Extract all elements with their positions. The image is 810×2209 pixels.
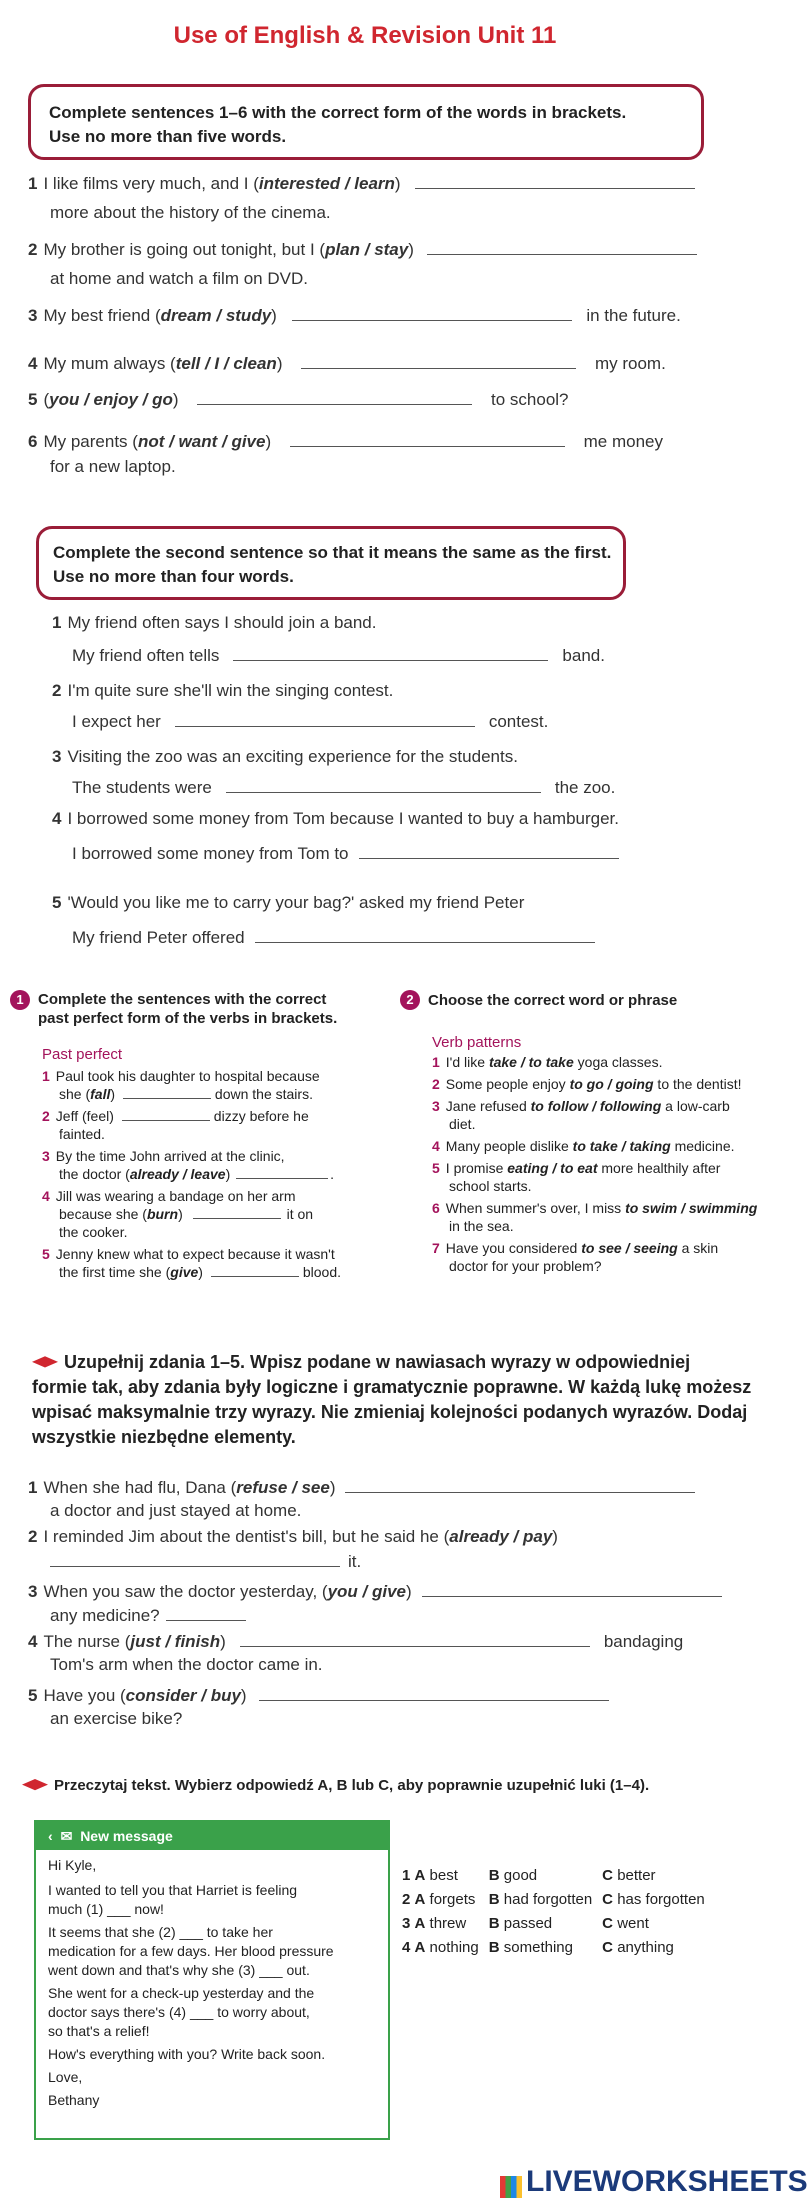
list-item-continuation: a doctor and just stayed at home. — [50, 1501, 302, 1520]
choice-options[interactable]: to follow / following — [530, 1098, 662, 1114]
ex3-instruction-line2: past perfect form of the verbs in brackets. — [38, 1010, 338, 1027]
list-item: 3 My best friend (dream / study) in the future. — [28, 306, 681, 325]
list-item: 3 When you saw the doctor yesterday, (you / give) — [28, 1580, 798, 1604]
option-row: 2 A forgets B had forgotten C has forgotten — [402, 1891, 705, 1908]
option-b[interactable]: good — [503, 1867, 538, 1884]
answer-blank[interactable] — [50, 1550, 340, 1567]
list-item-continuation: at home and watch a film on DVD. — [50, 269, 308, 288]
answer-blank[interactable] — [197, 388, 472, 405]
list-item: 5 Jenny knew what to expect because it wasn't the first time she (give) blood. — [42, 1246, 341, 1280]
list-item: 1 Paul took his daughter to hospital because she (fall) down the stairs. — [42, 1068, 320, 1102]
list-item: 2 Some people enjoy to go / going to the dentist! — [432, 1076, 742, 1092]
answer-blank[interactable] — [422, 1580, 722, 1597]
answer-blank[interactable] — [123, 1086, 211, 1099]
message-card — [34, 1820, 390, 2140]
option-c[interactable]: anything — [617, 1939, 674, 1956]
list-item: 6 My parents (not / want / give) me money — [28, 432, 663, 451]
envelope-icon: ✉ — [60, 1828, 73, 1844]
message-header: ‹ ✉ New message — [36, 1822, 388, 1850]
list-item-rewrite: My friend often tells band. — [72, 646, 605, 665]
list-item: 2 I reminded Jim about the dentist's bill, but he said he (already / pay) — [28, 1527, 558, 1546]
ex2-list — [52, 612, 752, 956]
option-row: 4 A nothing B something C anything — [402, 1939, 674, 1956]
list-item-rewrite: I borrowed some money from Tom to — [52, 842, 752, 892]
list-item-continuation: an exercise bike? — [50, 1709, 183, 1728]
list-item: 4 The nurse (just / finish) bandaging — [28, 1632, 684, 1651]
back-arrow-icon[interactable]: ‹ — [48, 1828, 53, 1844]
ex1-instruction-line2: Use no more than five words. — [49, 127, 287, 146]
list-item-rewrite: I expect her contest. — [72, 712, 549, 731]
list-item: 2 Jeff (feel) dizzy before he fainted. — [42, 1108, 309, 1142]
ex4-number-badge: 2 — [400, 990, 420, 1010]
list-item-continuation: more about the history of the cinema. — [50, 203, 331, 222]
choice-options[interactable]: eating / to eat — [507, 1160, 598, 1176]
option-a[interactable]: forgets — [429, 1891, 476, 1908]
ex1-instruction-line1: Complete sentences 1–6 with the correct form of the words in brackets. — [49, 103, 627, 122]
list-item: 4 My mum always (tell / I / clean) my room. — [28, 354, 666, 373]
list-item-continuation: for a new laptop. — [50, 457, 176, 476]
choice-options[interactable]: to take / taking — [572, 1138, 671, 1154]
list-item: 1 When she had flu, Dana (refuse / see) — [28, 1476, 798, 1500]
brand-logo: LIVEWORKSHEETS — [500, 2165, 808, 2199]
list-item: 5 I promise eating / to eat more healthily after school starts. — [432, 1160, 721, 1194]
answer-blank[interactable] — [122, 1108, 210, 1121]
list-item-rewrite: My friend Peter offered — [52, 926, 752, 956]
choice-options[interactable]: take / to take — [488, 1054, 574, 1070]
ex3-column — [10, 990, 390, 1281]
option-b[interactable]: something — [503, 1939, 573, 1956]
ex5-list — [28, 1476, 798, 1732]
message-body: Hi Kyle, I wanted to tell you that Harriet is feeling much (1) ___ now! It seems that she (2) ___ to take her medication for a few days. Her blood pressure went down and that's why she (3) ___ out. She went for a check-up yesterday and the doctor says there's (4) ___ to worry about, so that's a relief! How's everything with you? Write back soon. Love, Bethany — [48, 1857, 334, 2108]
ex3-instruction-line1: Complete the sentences with the correct — [38, 991, 327, 1008]
option-a[interactable]: best — [429, 1867, 458, 1884]
option-b[interactable]: had forgotten — [503, 1891, 593, 1908]
answer-blank[interactable] — [175, 710, 475, 727]
ex4-instruction: Choose the correct word or phrase — [428, 991, 678, 1009]
ex1-instruction-box — [28, 84, 704, 160]
list-item: 2 I'm quite sure she'll win the singing contest. — [52, 681, 394, 700]
list-item: 3 Jane refused to follow / following a low-carb diet. — [432, 1098, 730, 1132]
list-item-continuation: any medicine? — [28, 1604, 798, 1630]
options-table — [402, 1864, 715, 1960]
list-item: 3 By the time John arrived at the clinic, the doctor (already / leave) . — [42, 1148, 335, 1182]
answer-blank[interactable] — [211, 1264, 299, 1277]
list-item: 5 (you / enjoy / go) to school? — [28, 390, 569, 409]
list-item: 3 Visiting the zoo was an exciting experience for the students. — [52, 747, 518, 766]
graduation-cap-icon — [22, 1779, 48, 1793]
list-item-continuation: it. — [28, 1550, 798, 1580]
page-title: Use of English & Revision Unit 11 — [173, 22, 557, 49]
list-item: 4 I borrowed some money from Tom because I wanted to buy a hamburger. — [52, 809, 619, 828]
option-c[interactable]: went — [617, 1915, 649, 1932]
answer-blank[interactable] — [255, 926, 595, 943]
ex1-list — [28, 172, 748, 482]
ex4-subtitle: Verb patterns — [432, 1034, 522, 1051]
answer-blank[interactable] — [240, 1630, 590, 1647]
option-c[interactable]: better — [617, 1867, 656, 1884]
list-item: 2 My brother is going out tonight, but I (plan / stay) — [28, 238, 748, 268]
ex2-instruction-line2: Use no more than four words. — [53, 567, 294, 586]
answer-blank[interactable] — [290, 430, 565, 447]
answer-blank[interactable] — [226, 776, 541, 793]
option-row: 3 A threw B passed C went — [402, 1915, 649, 1932]
list-item: 5 'Would you like me to carry your bag?' asked my friend Peter — [52, 893, 525, 912]
list-item: 1 My friend often says I should join a band. — [52, 613, 377, 632]
graduation-cap-icon — [32, 1356, 58, 1370]
option-c[interactable]: has forgotten — [617, 1891, 705, 1908]
answer-blank[interactable] — [359, 842, 619, 859]
ex2-instruction-line1: Complete the second sentence so that it means the same as the first. — [53, 543, 612, 562]
list-item: 4 Jill was wearing a bandage on her arm because she (burn) it on the cooker. — [42, 1188, 314, 1240]
list-item-continuation: Tom's arm when the doctor came in. — [50, 1655, 323, 1674]
answer-blank[interactable] — [259, 1684, 609, 1701]
answer-blank[interactable] — [292, 304, 572, 321]
answer-blank[interactable] — [233, 644, 548, 661]
answer-blank[interactable] — [415, 172, 695, 189]
option-a[interactable]: nothing — [429, 1939, 479, 1956]
list-item: 4 Many people dislike to take / taking medicine. — [432, 1138, 735, 1154]
option-a[interactable]: threw — [429, 1915, 467, 1932]
answer-blank[interactable] — [236, 1166, 328, 1179]
option-b[interactable]: passed — [503, 1915, 553, 1932]
ex5-instruction: Uzupełnij zdania 1–5. Wpisz podane w nawiasach wyrazy w odpowiedniej formie tak, aby zdania były logiczne i gramatycznie poprawne. W każdą lukę możesz wpisać maksymalnie trzy wyrazy. Nie zmieniaj kolejności podanych wyrazów. Dodaj wszystkie niezbędne elementy. — [32, 1352, 752, 1447]
option-row: 1 A best B good C better — [402, 1867, 656, 1884]
list-item: 7 Have you considered to see / seeing a skin doctor for your problem? — [432, 1240, 719, 1274]
list-item: 6 When summer's over, I miss to swim / swimming in the sea. — [432, 1200, 758, 1234]
ex4-column — [400, 990, 800, 1275]
ex6-instruction: Przeczytaj tekst. Wybierz odpowiedź A, B lub C, aby poprawnie uzupełnić luki (1–4). — [22, 1777, 802, 1794]
choice-options[interactable]: to see / seeing — [581, 1240, 678, 1256]
answer-blank[interactable] — [427, 238, 697, 255]
list-item-rewrite: The students were the zoo. — [72, 778, 616, 797]
answer-blank[interactable] — [301, 352, 576, 369]
ex2-instruction-box — [36, 526, 626, 600]
choice-options[interactable]: to swim / swimming — [625, 1200, 758, 1216]
list-item: 1 I'd like take / to take yoga classes. — [432, 1054, 663, 1070]
choice-options[interactable]: to go / going — [569, 1076, 654, 1092]
ex3-subtitle: Past perfect — [42, 1046, 123, 1063]
answer-blank[interactable] — [193, 1206, 281, 1219]
answer-blank[interactable] — [345, 1476, 695, 1493]
list-item: 5 Have you (consider / buy) — [28, 1684, 798, 1708]
answer-blank[interactable] — [166, 1604, 246, 1621]
ex3-number-badge: 1 — [10, 990, 30, 1010]
list-item: 1 I like films very much, and I (interested / learn) — [28, 172, 748, 202]
books-icon — [500, 2176, 522, 2198]
